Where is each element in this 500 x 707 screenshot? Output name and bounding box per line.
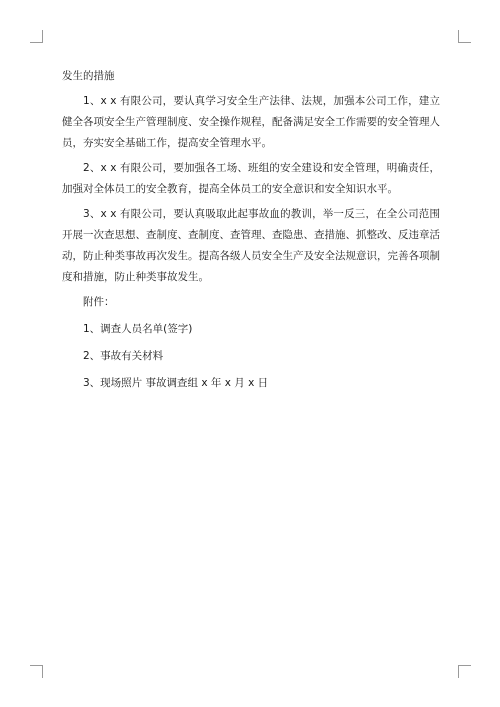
crop-mark-bottom-left bbox=[30, 665, 43, 678]
crop-mark-bottom-right bbox=[458, 665, 471, 678]
attachment-item-3: 3、现场照片 事故调查组 x 年 x 月 x 日 bbox=[83, 377, 269, 389]
attachment-item-2: 2、事故有关材料 bbox=[83, 350, 164, 362]
attachment-item-1: 1、调查人员名单(签字) bbox=[83, 323, 193, 335]
section-heading: 发生的措施 bbox=[62, 70, 115, 82]
attachments-label: 附件： bbox=[83, 296, 115, 308]
crop-mark-top-left bbox=[30, 30, 43, 43]
crop-mark-top-right bbox=[458, 30, 471, 43]
measure-paragraph-2: 2、x x 有限公司，要加强各工场、班组的安全建设和安全管理，明确责任，加强对全体员工的安全教育，提高全体员工的安全意识和安全知识水平。 bbox=[62, 162, 440, 195]
measure-paragraph-1: 1、x x 有限公司，要认真学习安全生产法律、法规，加强本公司工作，建立健全各项安全生产管理制度、安全操作规程，配备满足安全工作需要的安全管理人员，夯实安全基础工作，提高安全管理水平。 bbox=[62, 95, 440, 149]
measure-paragraph-3: 3、x x 有限公司，要认真吸取此起事故血的教训，举一反三，在全公司范围开展一次查思想、查制度、查制度、查管理、查隐患、查措施、抓整改、反违章活动，防止种类事故再次发生。提高各级人员安全生产及安全法规意识，完善各项制度和措施，防止种类事故发生。 bbox=[62, 208, 440, 283]
document-body bbox=[62, 66, 440, 400]
